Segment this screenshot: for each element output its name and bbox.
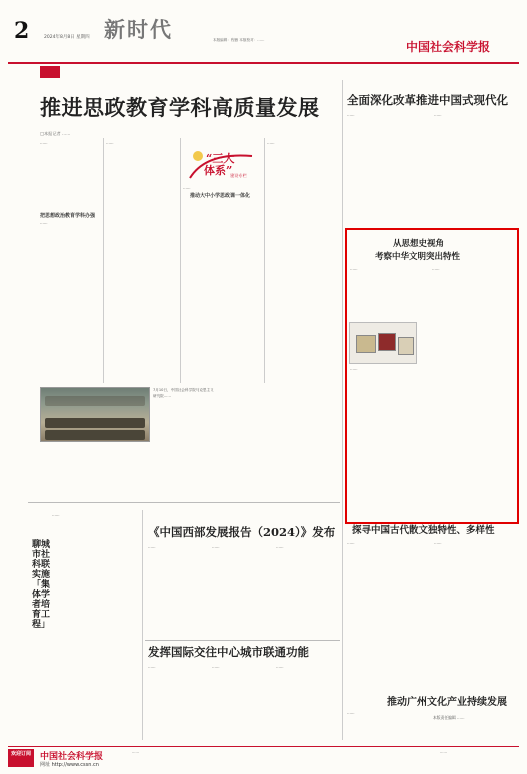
column-divider (264, 138, 265, 383)
footer-info-right: …… (440, 750, 447, 754)
page-header (8, 8, 519, 58)
footer-rule (8, 746, 519, 747)
boxed-headline-line-1: 从思想史视角 (393, 239, 445, 249)
header-meta: 本版编辑：程薇 本版校对：…… (213, 38, 265, 42)
right-column-text: …… (347, 710, 355, 715)
boxed-headline-line-2: 考察中华文明突出特性 (375, 252, 461, 262)
article-subhead: 推动大中小学思政课一体化 (190, 193, 251, 199)
issue-date: 2024年8月8日 星期四 (44, 35, 90, 40)
article-column-text: …… (106, 140, 114, 145)
right-column-text: …… (434, 540, 442, 545)
photo-table-row (45, 430, 145, 440)
header-rule (8, 62, 519, 64)
boxed-article-text: …… (350, 266, 358, 271)
book-cover-photo (349, 322, 417, 364)
column-divider (103, 138, 104, 383)
section-divider (28, 502, 340, 503)
brief-text: …… (276, 664, 284, 669)
main-headline: 推进思政教育学科高质量发展 (40, 95, 320, 120)
footer-info: …… (132, 750, 139, 754)
badge-title-line-2: 体系” (204, 164, 233, 177)
column-divider (180, 138, 181, 383)
brief-text: …… (52, 512, 60, 517)
vertical-headline: 聊城市社科联实施「集体学者培育工程」 (32, 540, 51, 630)
section-name: 新时代 (104, 17, 173, 42)
brief-text: …… (276, 544, 284, 549)
mid-headline-2: 发挥国际交往中心城市联通功能 (148, 645, 309, 659)
book-icon (356, 335, 376, 353)
book-icon (398, 337, 414, 355)
footer-website[interactable]: 网址 http://www.cssn.cn (40, 762, 99, 768)
article-column-text: …… (267, 140, 275, 145)
right-headline-3: 推动广州文化产业持续发展 (387, 697, 507, 708)
section-tag (40, 66, 60, 78)
right-column-text: …… (347, 112, 355, 117)
right-headline-2: 探寻中国古代散文独特性、多样性 (352, 525, 495, 536)
column-divider (142, 510, 143, 740)
right-headline-1: 全面深化改革推进中国式现代化 (347, 93, 508, 107)
masthead-logo: 中国社会科学报 (406, 40, 491, 54)
right-column-text: …… (434, 112, 442, 117)
photo-table-row (45, 418, 145, 428)
mid-headline-1: 《中国西部发展报告（2024）》发布 (148, 525, 336, 539)
badge-title-line-1: “三大 (206, 152, 235, 165)
page-number: 2 (14, 18, 30, 44)
book-icon (378, 333, 396, 351)
brief-text: …… (148, 544, 156, 549)
subscribe-label: 欢迎订阅 (8, 749, 34, 767)
brief-text: …… (212, 664, 220, 669)
article-column-text: …… (40, 220, 48, 225)
footer-logo: 中国社会科学报 (40, 752, 104, 762)
photo-caption: 7月10日，中国社会科学院马克思主义研究院…… (153, 388, 214, 398)
column-badge (186, 148, 256, 182)
meeting-photo (40, 387, 150, 442)
boxed-article-text: …… (350, 366, 358, 371)
boxed-article-text: …… (432, 266, 440, 271)
brief-text: …… (148, 664, 156, 669)
editor-credit: 本版责任编辑 …… (433, 715, 465, 720)
article-subhead: 把思想政治教育学科办强 (40, 213, 96, 219)
main-byline: □本报记者 …… (40, 131, 71, 136)
brief-text: …… (212, 544, 220, 549)
article-column-text: …… (183, 185, 191, 190)
section-divider (145, 640, 340, 641)
badge-subtitle: 建设专栏 (230, 173, 247, 178)
column-divider (342, 80, 343, 740)
photo-banner (45, 396, 145, 406)
article-column-text: …… (40, 140, 48, 145)
right-column-text: …… (347, 540, 355, 545)
